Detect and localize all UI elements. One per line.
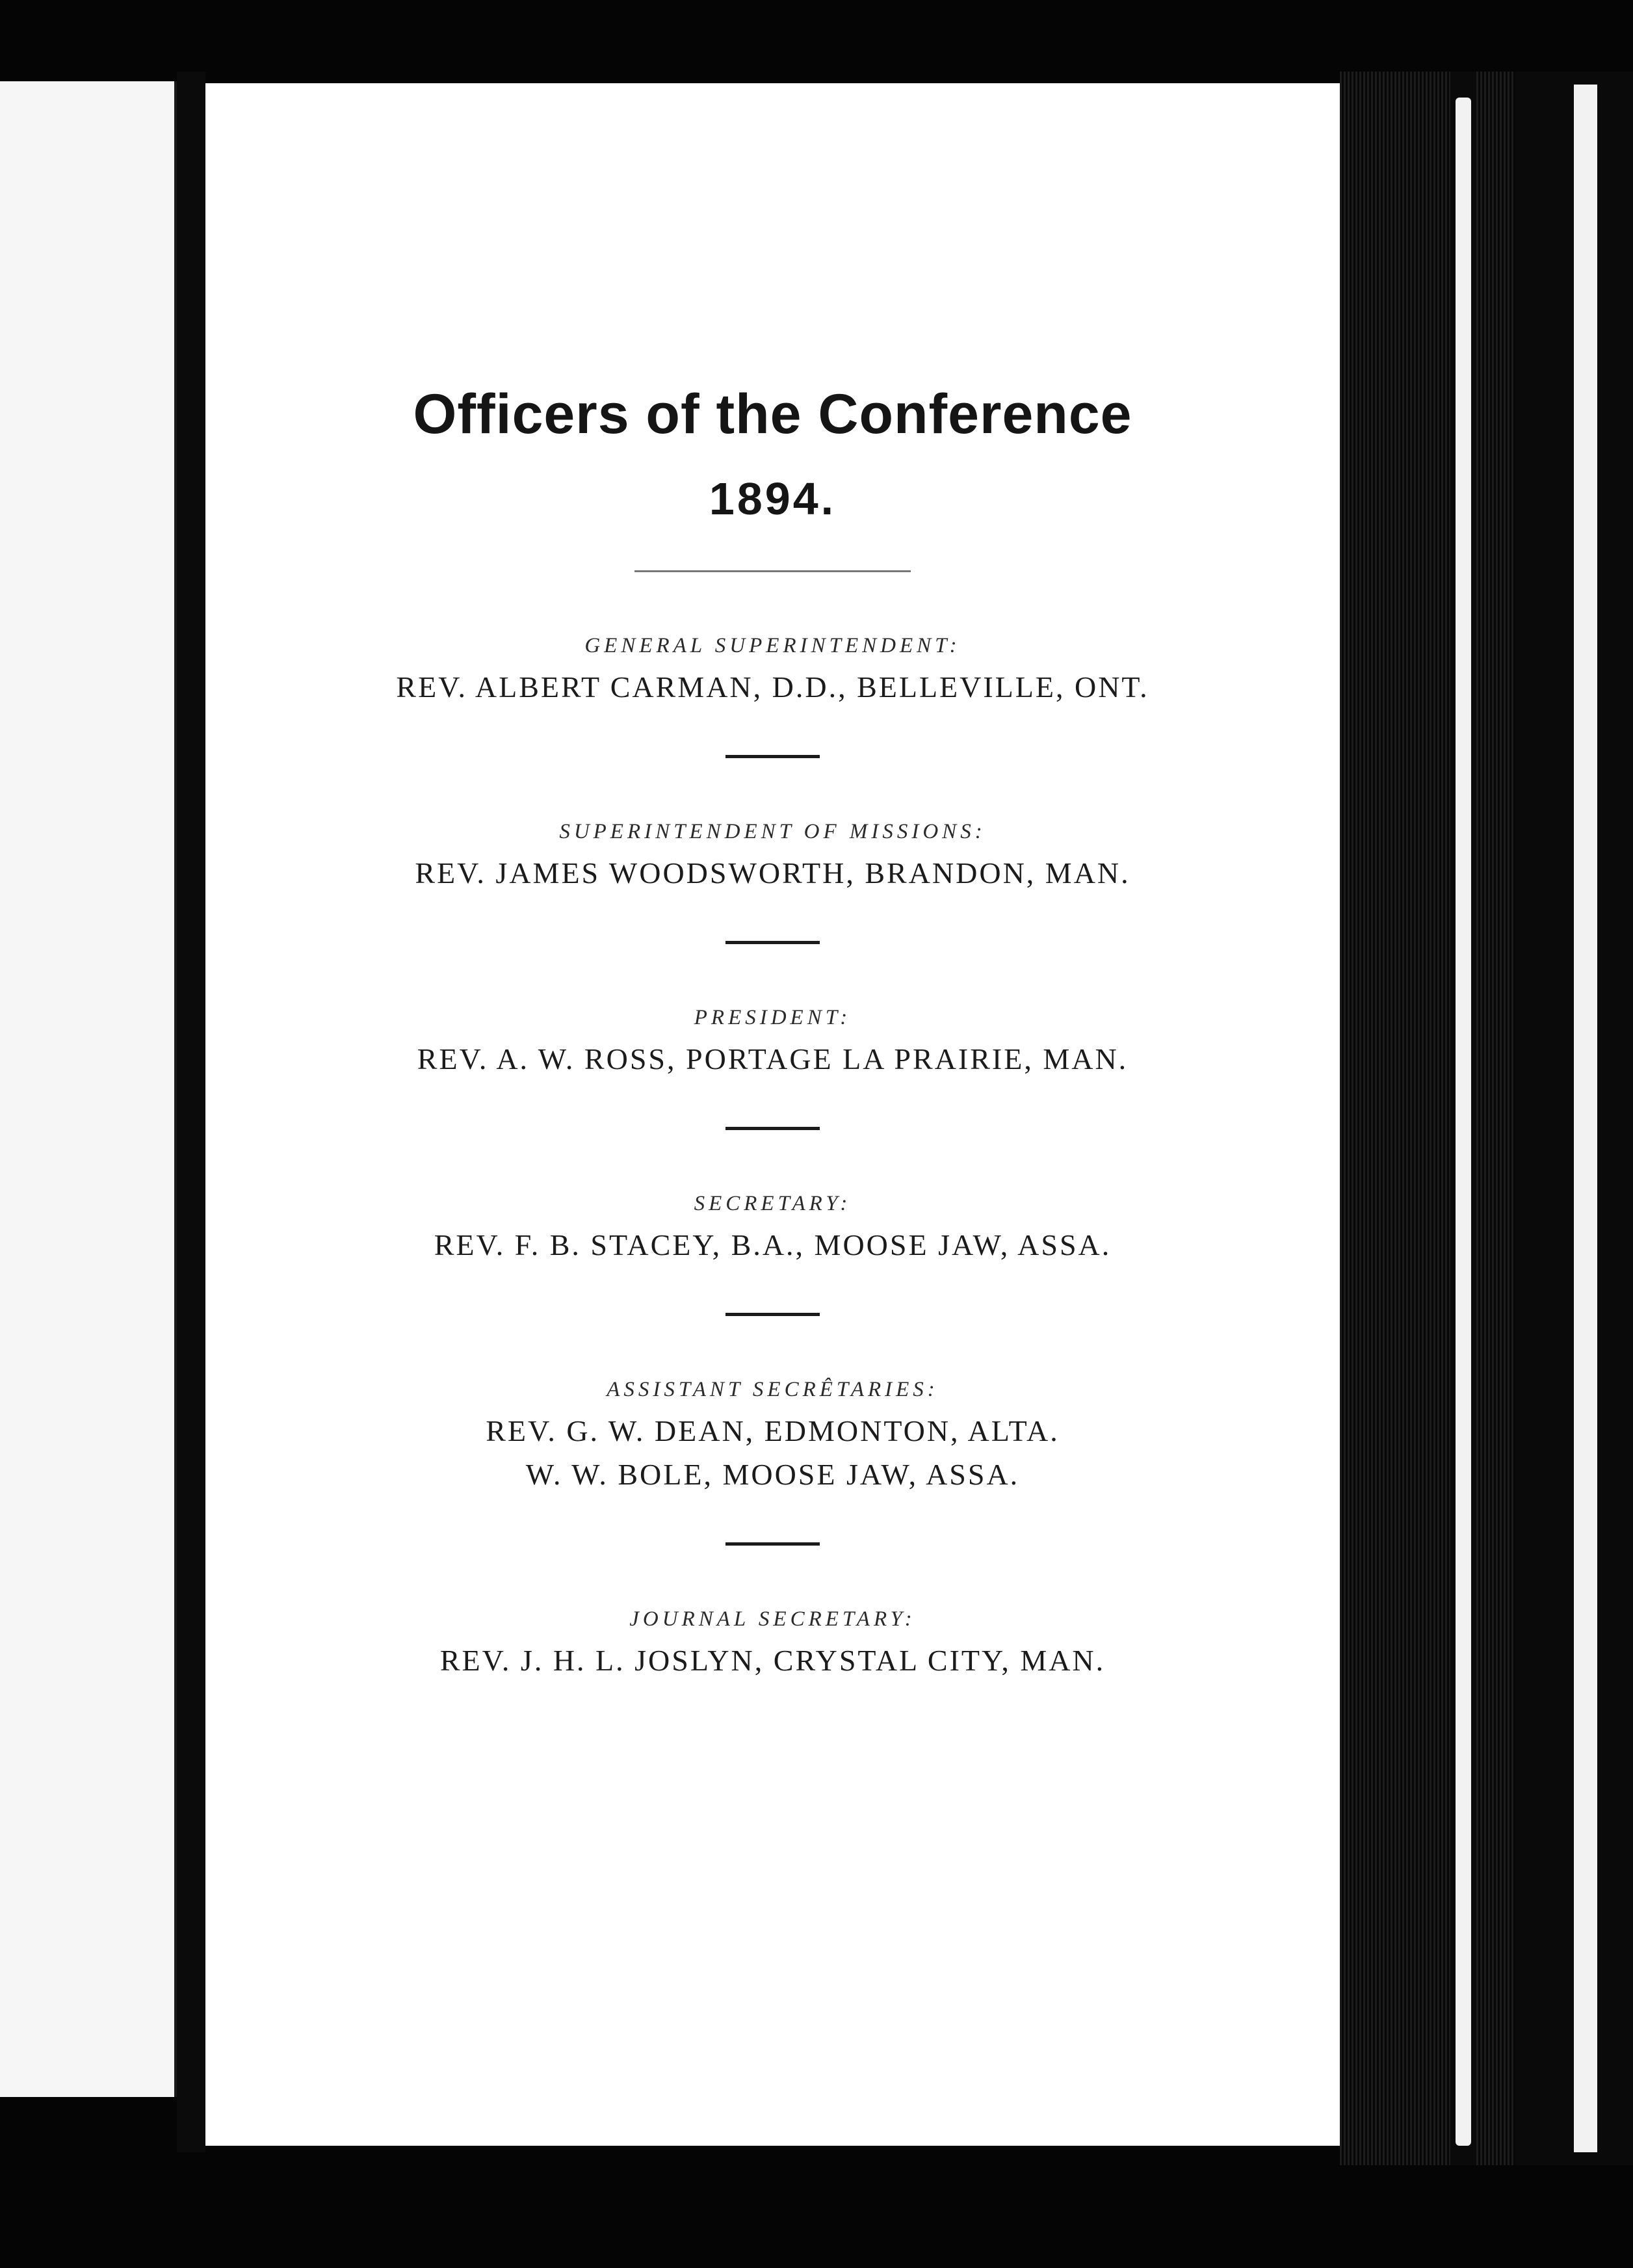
officer-section	[205, 820, 1340, 890]
officer-section	[205, 1607, 1340, 1678]
section-rule	[725, 1313, 820, 1316]
officer-entry: REV. JAMES WOODSWORTH, BRANDON, MAN.	[415, 856, 1130, 890]
section-rule	[725, 941, 820, 944]
officer-section	[205, 1192, 1340, 1262]
officer-entry: W. W. BOLE, MOOSE JAW, ASSA.	[525, 1458, 1020, 1491]
facing-page	[0, 81, 177, 2097]
page-edge-strip	[1456, 98, 1471, 2146]
book-gutter	[177, 72, 205, 2152]
section-heading: ASSISTANT SECRÊTARIES:	[607, 1378, 939, 1401]
officer-entry: REV. F. B. STACEY, B.A., MOOSE JAW, ASSA.	[434, 1228, 1112, 1261]
officer-entry: REV. J. H. L. JOSLYN, CRYSTAL CITY, MAN.	[439, 1644, 1106, 1677]
section-rule	[725, 1542, 820, 1546]
officer-entry: REV. A. W. ROSS, PORTAGE LA PRAIRIE, MAN.	[417, 1042, 1129, 1075]
officer-section	[205, 1378, 1340, 1492]
officer-entry: REV. ALBERT CARMAN, D.D., BELLEVILLE, ONT.	[396, 670, 1149, 704]
section-rule	[725, 755, 820, 758]
title-rule	[634, 570, 911, 572]
page-content	[205, 83, 1340, 1678]
page-edge-stack	[1340, 72, 1450, 2165]
page-edge-strip	[1574, 85, 1597, 2152]
officer-section	[205, 634, 1340, 704]
officer-section	[205, 1006, 1340, 1076]
officer-entry: REV. G. W. DEAN, EDMONTON, ALTA.	[486, 1414, 1060, 1447]
section-heading: SECRETARY:	[694, 1192, 852, 1215]
section-heading: SUPERINTENDENT OF MISSIONS:	[559, 820, 986, 843]
page-title: Officers of the Conference	[413, 383, 1132, 445]
page-edge-stack	[1476, 72, 1515, 2165]
section-heading: PRESIDENT:	[694, 1006, 852, 1029]
section-rule	[725, 1127, 820, 1130]
section-heading: JOURNAL SECRETARY:	[629, 1607, 916, 1631]
section-heading: GENERAL SUPERINTENDENT:	[584, 634, 961, 657]
page-year: 1894.	[709, 473, 837, 524]
page-edges	[1340, 72, 1633, 2165]
